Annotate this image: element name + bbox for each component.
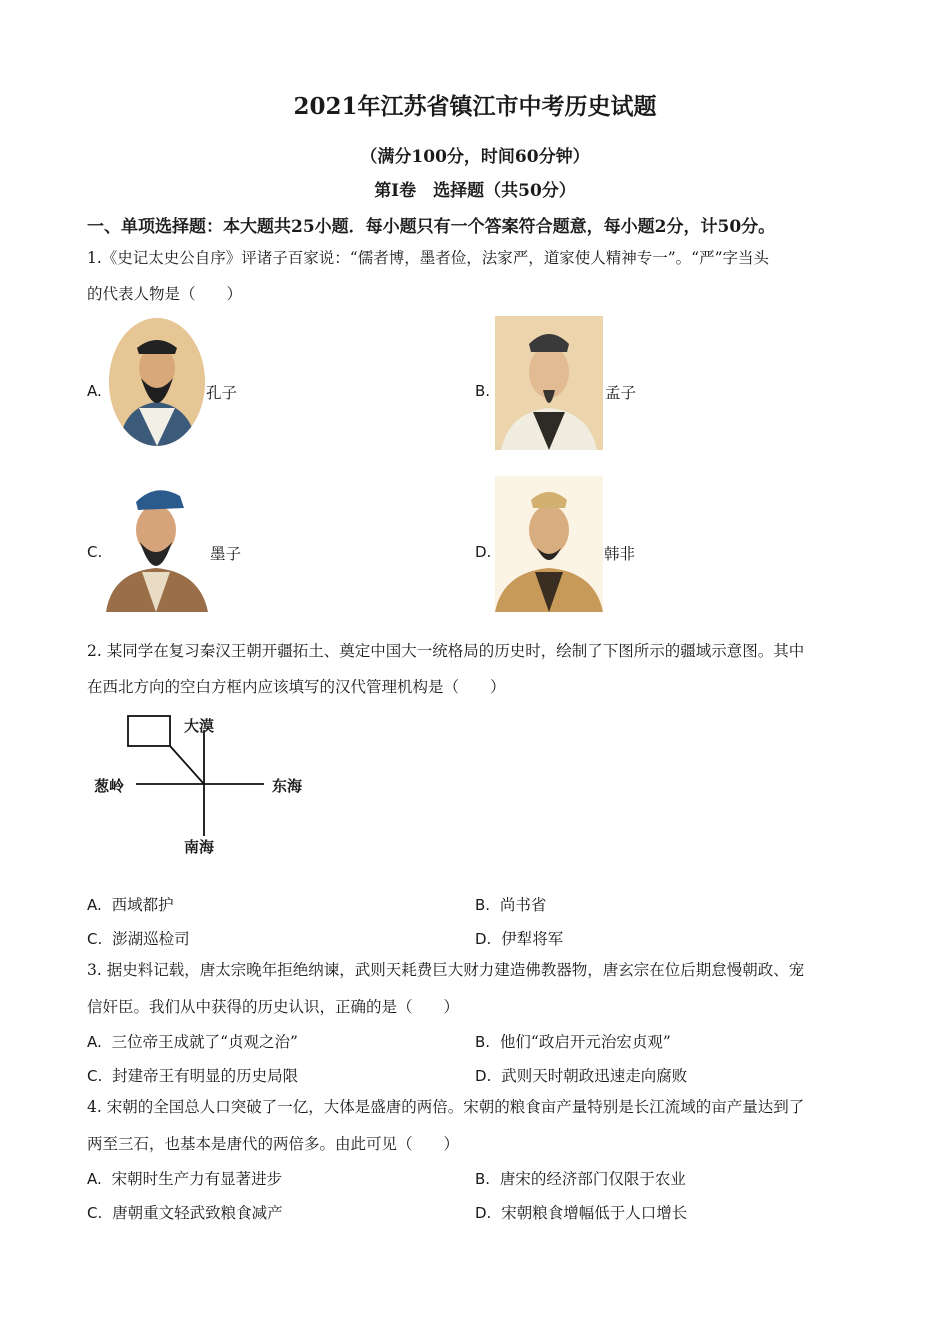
q4-option-d-label: D.: [475, 1204, 492, 1222]
q1-option-c-name: 墨子: [210, 545, 242, 563]
q2-option-a-text: 西域都护: [111, 896, 174, 914]
q3-option-b[interactable]: [475, 1030, 671, 1052]
q2-stem-line1: 2. 某同学在复习秦汉王朝开疆拓土、奠定中国大一统格局的历史时，绘制了下图所示的疆域示意图。其中: [87, 642, 805, 660]
q2-option-a-label: A.: [87, 896, 102, 914]
exam-info: （满分100分，时间60分钟）: [360, 147, 590, 167]
q4-option-c-label: C.: [87, 1204, 103, 1222]
q2-option-d[interactable]: [475, 927, 563, 949]
mencius-portrait: [495, 316, 603, 450]
confucius-portrait: [109, 318, 205, 446]
q3-stem-line1: 3. 据史料记载，唐太宗晚年拒绝纳谏，武则天耗费巨大财力建造佛教器物，唐玄宗在位后期怠慢朝政、宠: [87, 961, 805, 979]
q3-option-c[interactable]: [87, 1064, 298, 1086]
q3-option-a-text: 三位帝王成就了“贞观之治”: [111, 1033, 298, 1051]
q3-option-a-label: A.: [87, 1033, 102, 1051]
q4-option-c-text: 唐朝重文轻武致粮食减产: [112, 1204, 283, 1222]
q1-option-b-label[interactable]: B.: [475, 382, 491, 400]
q1-stem-line2: 的代表人物是（ ）: [87, 285, 243, 303]
q4-option-b[interactable]: [475, 1167, 686, 1189]
q4-option-a-text: 宋朝时生产力有显著进步: [111, 1170, 283, 1188]
q3-option-d-label: D.: [475, 1067, 492, 1085]
q2-option-b-label: B.: [475, 896, 491, 914]
q4-option-d[interactable]: [475, 1201, 687, 1223]
q3-stem-line2: 信奸臣。我们从中获得的历史认识，正确的是（ ）: [87, 998, 460, 1016]
q2-option-a[interactable]: [87, 893, 174, 915]
q4-option-b-label: B.: [475, 1170, 491, 1188]
q2-option-b-text: 尚书省: [499, 896, 547, 914]
hanfei-portrait: [495, 476, 603, 612]
map-label-north: 大漠: [184, 717, 215, 735]
part-heading: 第Ⅰ卷 选择题（共50分）: [374, 181, 576, 201]
q3-option-d[interactable]: [475, 1064, 687, 1086]
q4-stem-line1: 4. 宋朝的全国总人口突破了一亿，大体是盛唐的两倍。宋朝的粮食亩产量特别是长江流域的亩产量达到了: [87, 1098, 805, 1116]
q3-option-c-text: 封建帝王有明显的历史局限: [112, 1067, 299, 1085]
q1-option-c-label[interactable]: C.: [87, 543, 103, 561]
q2-option-c[interactable]: [87, 927, 190, 949]
q1-option-b-name: 孟子: [605, 384, 637, 402]
page-title: 2021年江苏省镇江市中考历史试题: [293, 93, 657, 120]
q2-option-d-label: D.: [475, 930, 492, 948]
q2-option-d-text: 伊犁将军: [501, 930, 564, 948]
q4-option-c[interactable]: [87, 1201, 283, 1223]
map-label-west: 葱岭: [94, 777, 125, 795]
q2-option-c-label: C.: [87, 930, 103, 948]
q3-option-b-text: 他们“政启开元治宏贞观”: [499, 1033, 671, 1051]
q4-option-a[interactable]: [87, 1167, 282, 1189]
q2-option-c-text: 澎湖巡检司: [112, 930, 190, 948]
territory-map: [90, 708, 320, 858]
q4-option-a-label: A.: [87, 1170, 102, 1188]
q4-option-b-text: 唐宋的经济部门仅限于农业: [499, 1170, 686, 1188]
q3-option-d-text: 武则天时朝政迅速走向腐败: [501, 1067, 688, 1085]
q3-option-a[interactable]: [87, 1030, 298, 1052]
map-label-east: 东海: [272, 777, 303, 795]
q1-option-d-label[interactable]: D.: [475, 543, 492, 561]
q1-stem-line1: 1.《史记太史公自序》评诸子百家说：“儒者博，墨者俭，法家严，道家使人精神专一”。“严”字当头: [87, 249, 769, 267]
q4-stem-line2: 两至三石，也基本是唐代的两倍多。由此可见（ ）: [87, 1135, 460, 1153]
q2-option-b[interactable]: [475, 893, 546, 915]
q4-option-d-text: 宋朝粮食增幅低于人口增长: [501, 1204, 688, 1222]
map-label-south: 南海: [184, 838, 215, 856]
q1-option-d-name: 韩非: [604, 545, 636, 563]
section-heading: 一、单项选择题：本大题共25小题．每小题只有一个答案符合题意，每小题2分，计50分。: [87, 217, 776, 237]
q1-option-a-label[interactable]: A.: [87, 382, 102, 400]
q2-stem-line2: 在西北方向的空白方框内应该填写的汉代管理机构是（ ）: [87, 678, 506, 696]
q3-option-c-label: C.: [87, 1067, 103, 1085]
q1-option-a-name: 孔子: [206, 384, 238, 402]
q3-option-b-label: B.: [475, 1033, 491, 1051]
mozi-portrait: [106, 478, 208, 612]
